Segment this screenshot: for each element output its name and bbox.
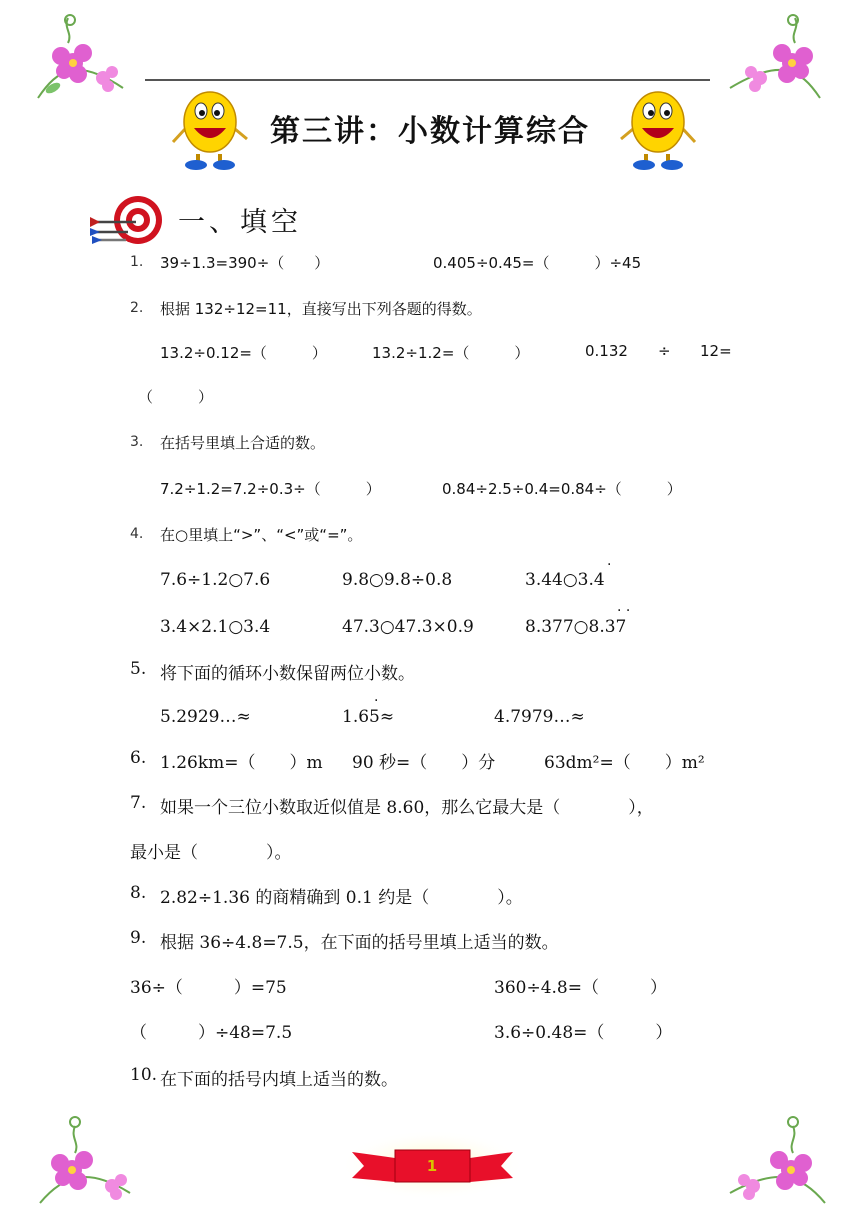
question-5-text: 将下面的循环小数保留两位小数。 <box>160 664 415 684</box>
question-2-part-c-divisor: 12= <box>700 342 732 360</box>
smiley-mascot-icon-left <box>170 84 250 174</box>
question-2-part-c-operator: ÷ <box>658 342 671 360</box>
question-number: 2. <box>130 300 144 316</box>
question-9-text: 根据 36÷4.8=7.5，在下面的括号里填上适当的数。 <box>160 933 559 953</box>
flower-decoration-bottom-left <box>30 1108 145 1208</box>
question-number: 1. <box>130 254 144 270</box>
question-1-part-a: 39÷1.3=390÷（ ） <box>160 254 330 272</box>
question-number: 8. <box>130 883 147 903</box>
question-3-part-a: 7.2÷1.2=7.2÷0.3÷（ ） <box>160 480 381 498</box>
question-number: 4. <box>130 526 144 542</box>
repeating-decimal-dot: · <box>374 693 379 709</box>
question-10-text: 在下面的括号内填上适当的数。 <box>160 1070 398 1090</box>
question-6-part-b: 90 秒=（ ）分 <box>352 753 496 773</box>
page-title: 第三讲：小数计算综合 <box>270 114 590 149</box>
smiley-mascot-icon-right <box>618 84 698 174</box>
question-4-text: 在○里填上“>”、“<”或“=”。 <box>160 526 363 544</box>
target-darts-icon <box>88 192 168 252</box>
page-number: 1 <box>426 1157 438 1175</box>
question-number: 10. <box>130 1065 158 1085</box>
question-number: 7. <box>130 793 147 813</box>
question-9-part-c: （ ）÷48=7.5 <box>130 1023 293 1043</box>
question-7-text-continued: 最小是（ ）。 <box>130 843 292 863</box>
question-2-text: 根据 132÷12=11，直接写出下列各题的得数。 <box>160 300 482 318</box>
question-number: 3. <box>130 434 144 450</box>
question-5-part-a: 5.2929…≈ <box>160 707 251 727</box>
question-6-part-a: 1.26km=（ ）m <box>160 753 323 773</box>
question-5-part-b: 1.65≈ <box>342 707 395 727</box>
flower-decoration-top-right <box>720 8 835 103</box>
question-4-row-1-a: 7.6÷1.2○7.6 <box>160 570 271 590</box>
question-number: 6. <box>130 748 147 768</box>
question-3-part-b: 0.84÷2.5÷0.4=0.84÷（ ） <box>442 480 682 498</box>
question-4-row-1-c: 3.44○3.4 <box>525 570 605 590</box>
question-8-text: 2.82÷1.36 的商精确到 0.1 约是（ ）。 <box>160 888 523 908</box>
question-7-text: 如果一个三位小数取近似值是 8.60，那么它最大是（ ）， <box>160 798 654 818</box>
question-1-part-b: 0.405÷0.45=（ ）÷45 <box>433 254 642 272</box>
question-5-part-c: 4.7979…≈ <box>494 707 585 727</box>
flower-decoration-bottom-right <box>715 1108 835 1208</box>
question-4-row-2-a: 3.4×2.1○3.4 <box>160 617 271 637</box>
header-rule <box>145 79 710 81</box>
question-4-row-2-b: 47.3○47.3×0.9 <box>342 617 474 637</box>
question-2-part-b: 13.2÷1.2=（ ） <box>372 344 530 362</box>
repeating-decimal-dot: · <box>607 557 612 573</box>
question-9-part-a: 36÷（ ）=75 <box>130 978 287 998</box>
question-4-row-2-c: 8.377○8.37 <box>525 617 627 637</box>
repeating-decimal-dot: · · <box>617 603 631 619</box>
question-4-row-1-b: 9.8○9.8÷0.8 <box>342 570 453 590</box>
flower-decoration-top-left <box>28 8 138 103</box>
question-3-text: 在括号里填上合适的数。 <box>160 434 326 452</box>
question-2-part-c-blank: （ ） <box>138 388 214 406</box>
question-9-part-d: 3.6÷0.48=（ ） <box>494 1023 673 1043</box>
section-heading: 一、填空 <box>178 207 302 238</box>
question-number: 5. <box>130 659 147 679</box>
question-2-part-a: 13.2÷0.12=（ ） <box>160 344 327 362</box>
question-2-part-c-value: 0.132 <box>585 342 628 360</box>
question-9-part-b: 360÷4.8=（ ） <box>494 978 667 998</box>
question-6-part-c: 63dm²=（ ）m² <box>544 753 705 773</box>
question-number: 9. <box>130 928 147 948</box>
